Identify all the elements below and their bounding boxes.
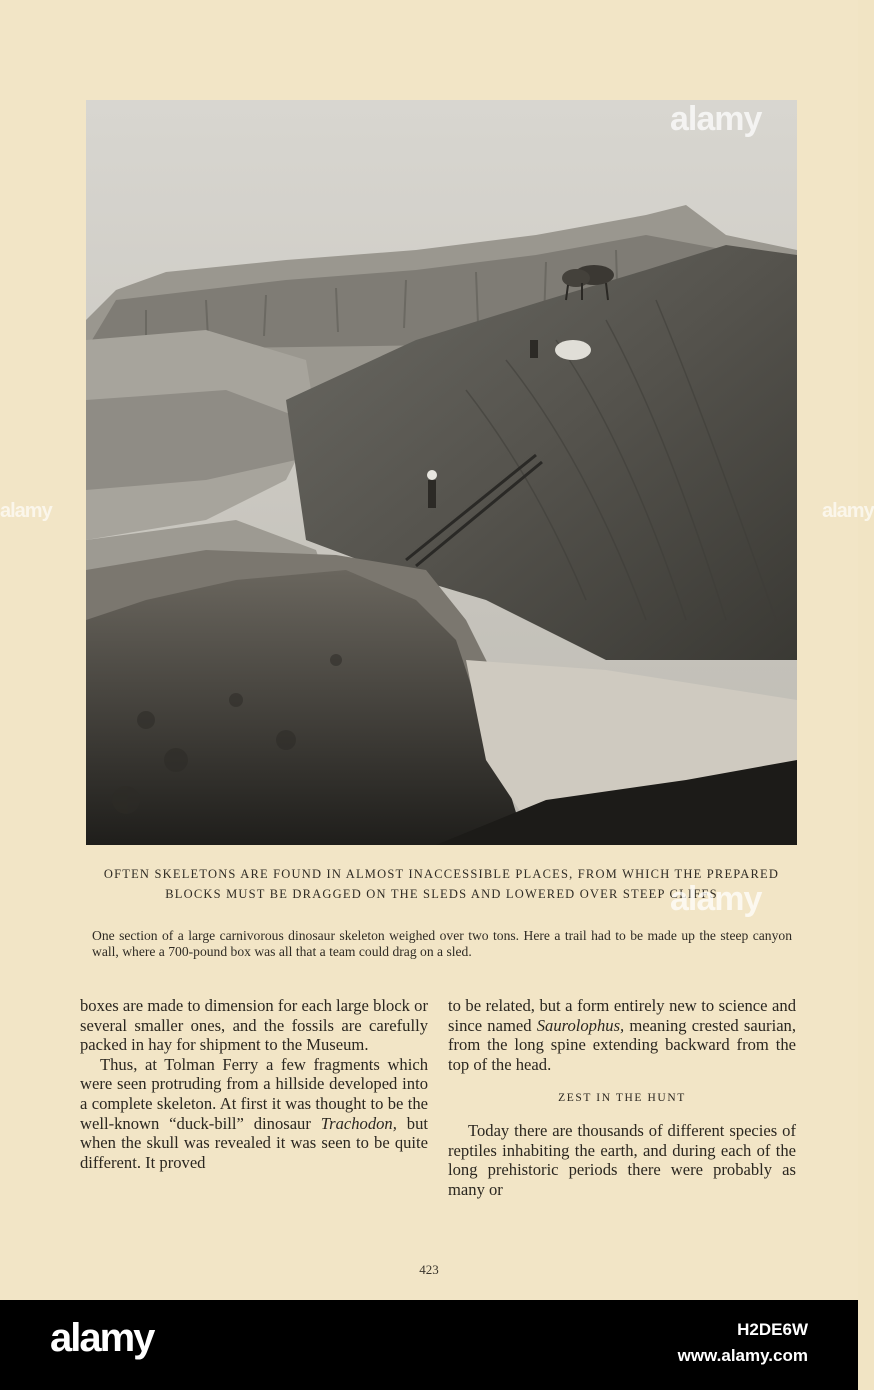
right-paragraph-1-text-b: meaning crested saurian, from the long spine extending backward from the top of the head. [448,1015,797,1074]
watermark-logo: alamy [670,100,762,138]
left-paragraph-2 [80,1055,428,1173]
right-paragraph-2: Today there are thousands of different species of reptiles inhabiting the earth, and during each of the long prehistoric periods there were probably as many or [448,1120,796,1199]
alamy-logo: alamy [50,1316,154,1360]
figure-caption-title: OFTEN SKELETONS ARE FOUND IN ALMOST INACCESSIBLE PLACES, FROM WHICH THE PREPARED BLOCKS MUST BE DRAGGED ON THE SLEDS AND LOWERED OVER STEEP CLIFFS [103,867,780,901]
watermark-logo: alamy [670,880,762,918]
right-column [448,996,796,1199]
badlands-excavation-photo [86,100,797,845]
left-paragraph-2-text-a: Thus, at Tolman Ferry a few fragments which were seen protruding from a hillside developed into a complete skeleton. At first it was thought to be the well-known “duck-bill” dinosaur [80,1054,428,1133]
figure-caption-body: One section of a large carnivorous dinosaur skeleton weighed over two tons. Here a trail had to be made up the steep canyon wall, where a 700-pound box was all that a team could drag on a sled. [92,928,792,959]
watermark-logo: alamy [822,500,874,522]
left-paragraph-2-text-b: but when the skull was revealed it was seen to be quite different. It proved [80,1113,428,1172]
right-paragraph-1-text-a: to be related, but a form entirely new to science and since named [448,996,796,1035]
watermark-logo: alamy [0,500,52,522]
right-paragraph-1 [448,996,796,1074]
image-id-label: H2DE6W [737,1320,808,1339]
alamy-url-label: www.alamy.com [677,1346,808,1365]
genus-name-saurolophus: Saurolophus, [536,1015,625,1035]
genus-name-trachodon: Trachodon, [320,1113,397,1133]
section-subheading: ZEST IN THE HUNT [558,1092,686,1105]
page-number: 423 [419,1262,439,1277]
left-column [80,996,428,1172]
left-paragraph-1: boxes are made to dimension for each large block or several smaller ones, and the fossils are carefully packed in hay for shipment to the Museum. [80,996,428,1055]
